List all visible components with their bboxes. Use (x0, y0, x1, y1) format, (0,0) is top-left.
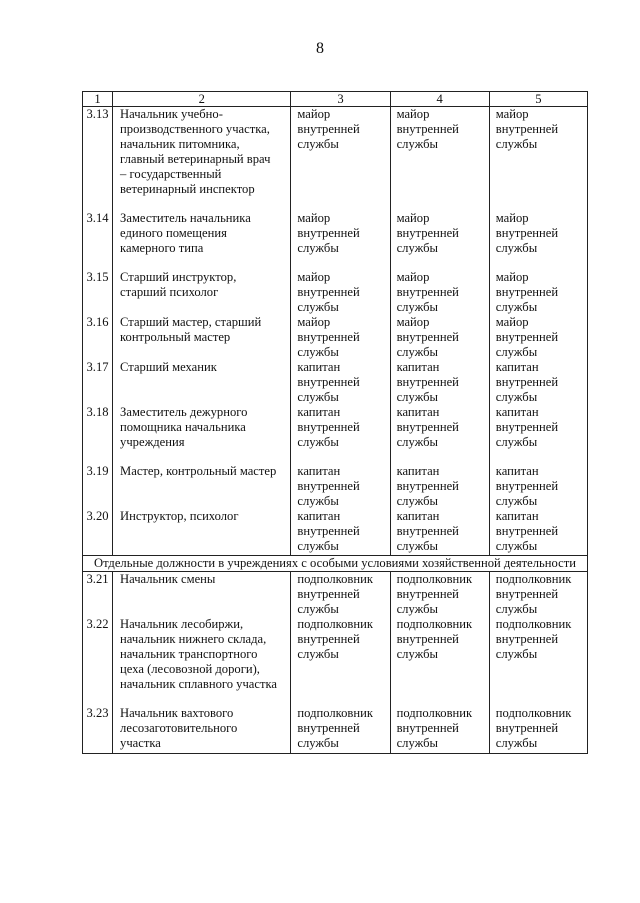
rank-cell-col-3 (291, 572, 390, 618)
rank-line: майор (495, 107, 529, 121)
section-row (83, 556, 588, 572)
rank-line: службы (396, 493, 438, 508)
rank-line: подполковник (297, 706, 373, 720)
rank-line: майор (495, 210, 529, 225)
rank-cell-col-4 (390, 270, 489, 315)
position-line: Мастер, контрольный мастер (120, 463, 277, 478)
position-cell (113, 706, 291, 753)
row-number: 3.21 (83, 572, 113, 618)
rank-cell-col-4 (390, 706, 489, 753)
rank-cell-col-3 (291, 617, 390, 706)
rank-line: службы (297, 493, 339, 508)
rank-line: службы (297, 538, 339, 553)
rank-line: капитан (396, 463, 440, 478)
rank-line: подполковник (495, 572, 572, 586)
position-line: камерного типа (120, 240, 204, 255)
position-line: Заместитель дежурного (120, 404, 248, 419)
rank-cell-col-3 (291, 509, 390, 556)
position-line: старший психолог (120, 284, 219, 299)
rank-line: внутренней (396, 632, 459, 646)
rank-line: службы (396, 647, 438, 661)
rank-line: службы (495, 240, 538, 255)
rank-cell-col-5 (489, 706, 587, 753)
rank-line: службы (396, 389, 438, 404)
rank-line: майор (396, 269, 430, 284)
column-header: 1 (83, 92, 113, 107)
rank-line: майор (396, 107, 430, 121)
position-line: Заместитель начальника (120, 210, 251, 225)
rank-line: внутренней (396, 284, 459, 299)
table-row (83, 270, 588, 315)
rank-line: майор (297, 314, 331, 329)
table-row (83, 509, 588, 556)
rank-line: капитан (297, 359, 341, 374)
table-row (83, 360, 588, 405)
rank-line: подполковник (396, 572, 473, 586)
position-cell (113, 617, 291, 706)
rank-cell-col-5 (489, 572, 587, 618)
position-line: начальник питомника, (120, 137, 240, 151)
rank-line: внутренней (297, 478, 360, 493)
position-line: Начальник смены (120, 572, 216, 586)
rank-cell-col-3 (291, 360, 390, 405)
table-row (83, 617, 588, 706)
rank-line: капитан (297, 463, 341, 478)
rank-line: капитан (396, 359, 440, 374)
position-line: – государственный (120, 167, 222, 181)
rank-line: службы (495, 736, 538, 750)
rank-line: капитан (297, 404, 341, 419)
position-line: производственного участка, (120, 122, 270, 136)
rank-line: капитан (396, 404, 440, 419)
position-cell (113, 572, 291, 618)
position-line: главный ветеринарный врач (120, 152, 271, 166)
rank-cell-col-4 (390, 464, 489, 509)
rank-line: подполковник (495, 617, 572, 631)
rank-line: службы (495, 434, 538, 449)
rank-line: подполковник (495, 706, 572, 720)
rank-line: службы (396, 137, 438, 151)
column-header: 2 (113, 92, 291, 107)
rank-line: внутренней (495, 374, 559, 389)
rank-cell-col-4 (390, 107, 489, 211)
rank-line: капитан (297, 508, 341, 523)
rank-cell-col-4 (390, 211, 489, 270)
rank-line: службы (396, 299, 438, 314)
rank-line: внутренней (495, 419, 559, 434)
table-row (83, 706, 588, 753)
rank-line: внутренней (297, 284, 360, 299)
table-body-part-1 (83, 107, 588, 556)
rank-cell-col-4 (390, 572, 489, 618)
rank-line: внутренней (495, 225, 559, 240)
rank-line: службы (297, 240, 339, 255)
position-line: начальник нижнего склада, (120, 632, 267, 646)
positions-ranks-table (82, 91, 588, 754)
rank-line: внутренней (495, 632, 559, 646)
position-cell (113, 315, 291, 360)
position-line: цеха (лесовозной дороги), (120, 662, 260, 676)
rank-line: внутренней (495, 122, 559, 136)
rank-line: майор (396, 210, 430, 225)
table-body-part-2 (83, 572, 588, 754)
row-number: 3.22 (83, 617, 113, 706)
rank-line: службы (495, 538, 538, 553)
row-number: 3.17 (83, 360, 113, 405)
rank-line: внутренней (396, 478, 459, 493)
rank-line: капитан (495, 404, 539, 419)
rank-line: майор (495, 314, 529, 329)
rank-line: майор (297, 210, 331, 225)
column-numbers-row (83, 92, 588, 107)
rank-line: внутренней (396, 329, 459, 344)
position-line: лесозаготовительного (120, 721, 238, 735)
rank-line: службы (495, 137, 538, 151)
row-number: 3.15 (83, 270, 113, 315)
column-header: 5 (489, 92, 587, 107)
rank-line: службы (495, 299, 538, 314)
rank-line: капитан (495, 508, 539, 523)
rank-line: капитан (495, 359, 539, 374)
row-number: 3.23 (83, 706, 113, 753)
page-number: 8 (316, 40, 324, 57)
position-cell (113, 509, 291, 556)
rank-cell-col-3 (291, 706, 390, 753)
rank-line: внутренней (495, 523, 559, 538)
position-line: контрольный мастер (120, 329, 231, 344)
position-line: помощника начальника (120, 419, 246, 434)
rank-line: капитан (396, 508, 440, 523)
rank-line: подполковник (396, 706, 473, 720)
rank-line: службы (495, 602, 538, 616)
table-row (83, 107, 588, 211)
position-cell (113, 270, 291, 315)
rank-line: внутренней (495, 478, 559, 493)
rank-cell-col-5 (489, 107, 587, 211)
rank-cell-col-5 (489, 270, 587, 315)
rank-line: внутренней (396, 374, 459, 389)
position-cell (113, 360, 291, 405)
rank-line: внутренней (297, 632, 360, 646)
rank-line: службы (297, 344, 339, 359)
rank-line: внутренней (396, 587, 459, 601)
rank-line: службы (396, 240, 438, 255)
table-row (83, 315, 588, 360)
rank-cell-col-5 (489, 464, 587, 509)
rank-line: службы (297, 647, 339, 661)
rank-cell-col-4 (390, 617, 489, 706)
rank-cell-col-5 (489, 617, 587, 706)
rank-cell-col-5 (489, 405, 587, 464)
rank-line: внутренней (297, 587, 360, 601)
rank-line: капитан (495, 463, 539, 478)
rank-line: подполковник (297, 617, 373, 631)
rank-cell-col-3 (291, 464, 390, 509)
position-line: Начальник лесобиржи, (120, 617, 244, 631)
rank-line: службы (297, 736, 339, 750)
rank-cell-col-3 (291, 315, 390, 360)
rank-cell-col-3 (291, 107, 390, 211)
row-number: 3.13 (83, 107, 113, 211)
position-line: начальник сплавного участка (120, 677, 277, 691)
rank-line: внутренней (297, 329, 360, 344)
position-line: ветеринарный инспектор (120, 182, 255, 196)
table-row (83, 405, 588, 464)
rank-cell-col-4 (390, 360, 489, 405)
rank-line: внутренней (396, 122, 459, 136)
rank-line: службы (297, 299, 339, 314)
position-line: Старший инструктор, (120, 269, 237, 284)
row-number: 3.19 (83, 464, 113, 509)
rank-line: внутренней (495, 587, 559, 601)
row-number: 3.20 (83, 509, 113, 556)
rank-cell-col-5 (489, 315, 587, 360)
position-line: Начальник вахтового (120, 706, 234, 720)
rank-cell-col-4 (390, 509, 489, 556)
rank-line: внутренней (396, 523, 459, 538)
rank-line: внутренней (297, 419, 360, 434)
rank-line: майор (297, 269, 331, 284)
position-line: единого помещения (120, 225, 227, 240)
rank-cell-col-5 (489, 509, 587, 556)
rank-line: майор (297, 107, 331, 121)
rank-line: службы (495, 647, 538, 661)
column-header: 4 (390, 92, 489, 107)
table-row (83, 572, 588, 618)
section-title: Отдельные должности в учреждениях с особыми условиями хозяйственной деятельности (83, 556, 588, 572)
rank-line: внутренней (396, 225, 459, 240)
rank-line: внутренней (495, 284, 559, 299)
rank-line: службы (297, 389, 339, 404)
position-line: Начальник учебно- (120, 107, 223, 121)
rank-line: внутренней (396, 721, 459, 735)
rank-line: службы (396, 538, 438, 553)
position-line: Старший механик (120, 359, 217, 374)
rank-line: службы (396, 602, 438, 616)
column-header: 3 (291, 92, 390, 107)
rank-cell-col-3 (291, 211, 390, 270)
row-number: 3.18 (83, 405, 113, 464)
rank-line: внутренней (297, 523, 360, 538)
rank-line: службы (297, 602, 339, 616)
rank-line: внутренней (495, 329, 559, 344)
rank-line: службы (495, 493, 538, 508)
rank-line: службы (297, 434, 339, 449)
rank-line: майор (396, 314, 430, 329)
row-number: 3.14 (83, 211, 113, 270)
rank-line: подполковник (396, 617, 473, 631)
rank-line: внутренней (297, 374, 360, 389)
rank-cell-col-4 (390, 405, 489, 464)
rank-line: службы (495, 389, 538, 404)
rank-line: службы (297, 137, 339, 151)
rank-cell-col-3 (291, 270, 390, 315)
row-number: 3.16 (83, 315, 113, 360)
position-line: Старший мастер, старший (120, 314, 262, 329)
table-row (83, 464, 588, 509)
position-cell (113, 405, 291, 464)
position-line: начальник транспортного (120, 647, 258, 661)
position-cell (113, 107, 291, 211)
rank-line: подполковник (297, 572, 373, 586)
rank-cell-col-3 (291, 405, 390, 464)
rank-line: внутренней (495, 721, 559, 735)
rank-line: службы (495, 344, 538, 359)
position-line: учреждения (120, 434, 185, 449)
position-line: участка (120, 736, 161, 750)
rank-cell-col-5 (489, 360, 587, 405)
rank-cell-col-5 (489, 211, 587, 270)
position-cell (113, 211, 291, 270)
rank-line: майор (495, 269, 529, 284)
rank-line: службы (396, 736, 438, 750)
rank-line: внутренней (297, 225, 360, 240)
position-line: Инструктор, психолог (120, 508, 239, 523)
position-cell (113, 464, 291, 509)
rank-line: внутренней (297, 122, 360, 136)
table-row (83, 211, 588, 270)
rank-line: внутренней (297, 721, 360, 735)
rank-line: внутренней (396, 419, 459, 434)
rank-cell-col-4 (390, 315, 489, 360)
rank-line: службы (396, 434, 438, 449)
rank-line: службы (396, 344, 438, 359)
